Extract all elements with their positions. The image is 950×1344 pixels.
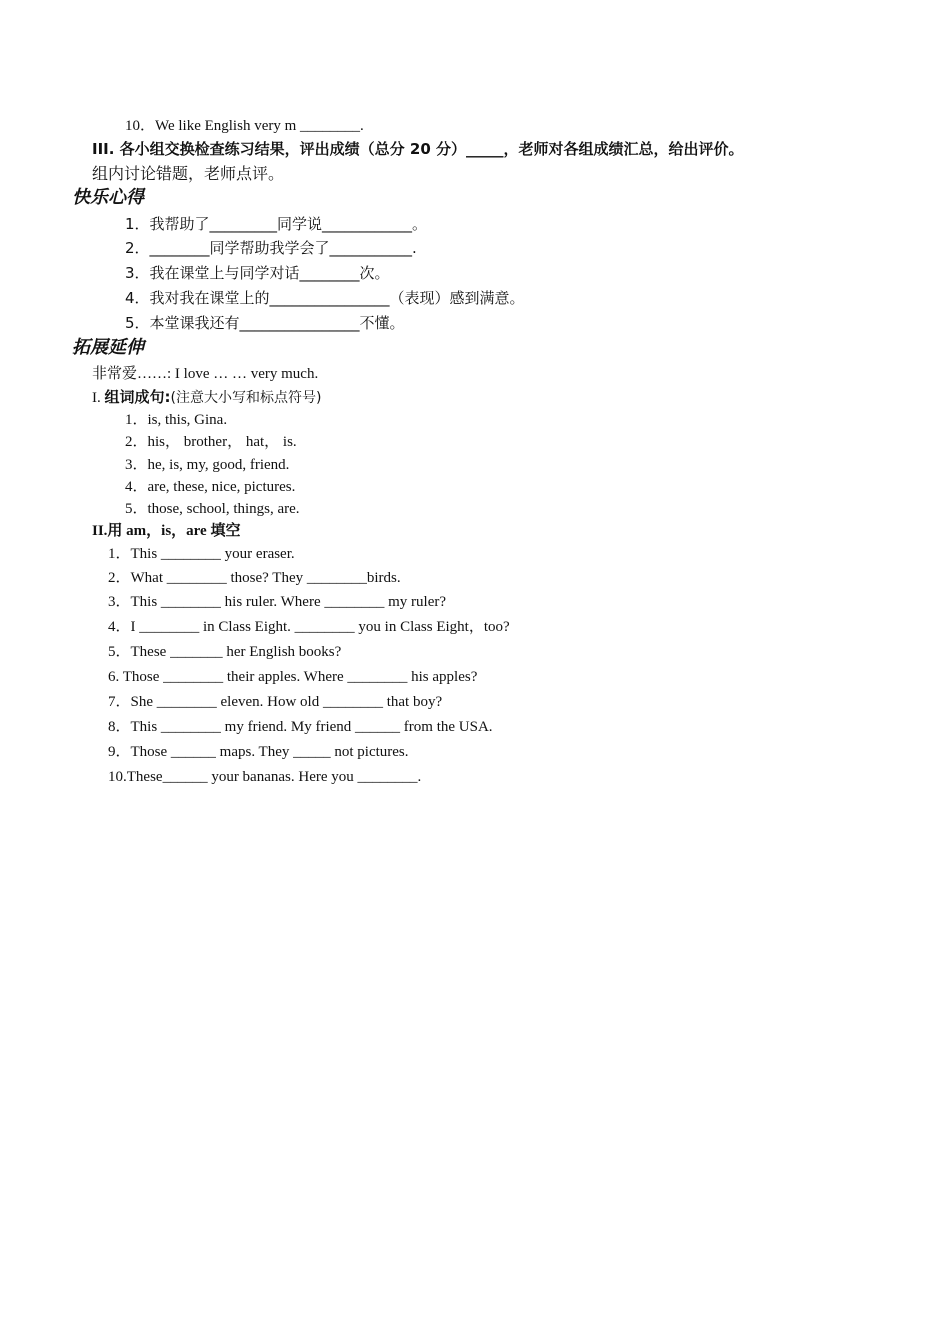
extend-heading: 拓展延伸 [72,337,144,358]
love-line: 非常爱……: I love … … very much. [92,366,319,382]
part-2-item-3: 3．This ________ his ruler. Where ________ my ruler? [108,594,446,610]
part-2-item-6: 6. Those ________ their apples. Where ________ his apples? [108,669,478,685]
part-1-title: 组词成句: [104,388,171,406]
part-1-item-3: 3．he, is, my, good, friend. [125,457,290,473]
part-2-item-9: 9．Those ______ maps. They _____ not pictures. [108,744,409,760]
part-1-item-4: 4．are, these, nice, pictures. [125,479,296,495]
happy-item-5: 5．本堂课我还有________________不懂。 [125,314,405,332]
happy-item-3: 3．我在课堂上与同学对话________次。 [125,264,390,282]
part-1-prefix: I. [92,390,105,406]
exercise-item-10: 10．We like English very m ________. [125,118,364,134]
part-1-item-5: 5．those, school, things, are. [125,501,300,517]
part-2-item-8: 8．This ________ my friend. My friend ______ from the USA. [108,719,493,735]
part-1-note: (注意大小写和标点符号) [170,390,322,406]
happy-item-1: 1．我帮助了_________同学说____________。 [125,215,428,233]
part-2-item-7: 7．She ________ eleven. How old ________ that boy? [108,694,443,710]
happy-item-4: 4．我对我在课堂上的________________（表现）感到满意。 [125,289,525,307]
part-2-item-2: 2．What ________ those? They ________birds. [108,570,401,586]
section-3-title: III. 各小组交换检查练习结果，评出成绩（总分 20 分）_____，老师对各组成绩汇总，给出评价。 [92,140,744,158]
part-1-item-2: 2．his， brother， hat， is. [125,434,297,450]
part-2-title: II.用 am，is，are 填空 [92,523,241,539]
section-3-note: 组内讨论错题，老师点评。 [92,164,285,183]
happy-item-2: 2．________同学帮助我学会了___________. [125,239,417,257]
part-1-header [92,387,321,408]
part-2-item-4: 4．I ________ in Class Eight. ________ you in Class Eight，too? [108,619,510,635]
part-2-item-10: 10.These______ your bananas. Here you ________. [108,769,422,785]
part-2-item-5: 5．These _______ her English books? [108,644,342,660]
part-1-item-1: 1．is, this, Gina. [125,412,228,428]
part-2-item-1: 1．This ________ your eraser. [108,546,295,562]
happy-heading: 快乐心得 [72,187,144,208]
